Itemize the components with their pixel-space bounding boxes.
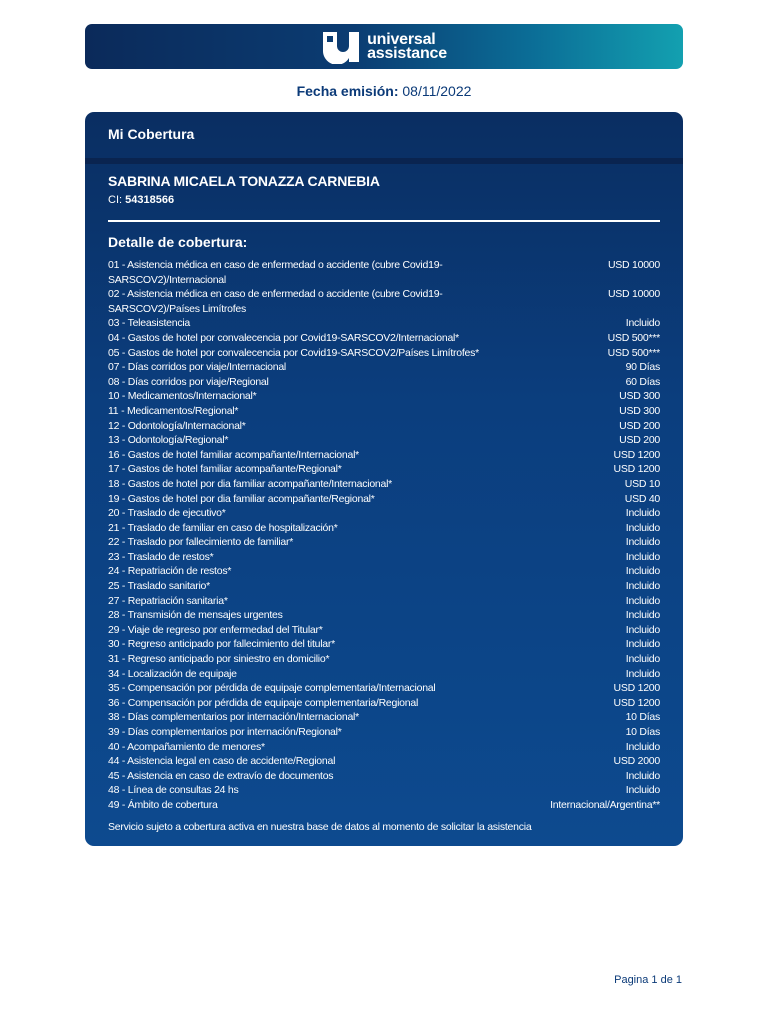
coverage-item-label: 34 - Localización de equipaje bbox=[108, 667, 237, 680]
coverage-item-label: 08 - Días corridos por viaje/Regional bbox=[108, 375, 269, 388]
coverage-item bbox=[108, 579, 660, 594]
coverage-item-value: USD 40 bbox=[624, 492, 660, 505]
coverage-item bbox=[108, 725, 660, 740]
coverage-item-label: 16 - Gastos de hotel familiar acompañante/Internacional* bbox=[108, 448, 359, 461]
coverage-item-label: 19 - Gastos de hotel por dia familiar acompañante/Regional* bbox=[108, 492, 375, 505]
coverage-item bbox=[108, 710, 660, 725]
coverage-item bbox=[108, 637, 660, 652]
coverage-item bbox=[108, 521, 660, 536]
coverage-item bbox=[108, 608, 660, 623]
coverage-footnote: Servicio sujeto a cobertura activa en nuestra base de datos al momento de solicitar la asistencia bbox=[108, 821, 532, 833]
coverage-item-label: 29 - Viaje de regreso por enfermedad del Titular* bbox=[108, 623, 323, 636]
brand-logo-icon bbox=[321, 30, 361, 64]
coverage-item-label: 20 - Traslado de ejecutivo* bbox=[108, 507, 226, 520]
coverage-item bbox=[108, 433, 660, 448]
coverage-item-value: Incluido bbox=[625, 580, 660, 593]
detail-title: Detalle de cobertura: bbox=[108, 234, 248, 250]
coverage-item-value: USD 10000 bbox=[607, 288, 660, 301]
coverage-item-value: USD 1200 bbox=[613, 682, 660, 695]
coverage-item-label: 05 - Gastos de hotel por convalecencia por Covid19-SARSCOV2/Países Limítrofes* bbox=[108, 346, 479, 359]
coverage-item-value: USD 1200 bbox=[613, 696, 660, 709]
coverage-item-label: 38 - Días complementarios por internación/Internacional* bbox=[108, 711, 359, 724]
coverage-item-value: USD 300 bbox=[619, 390, 660, 403]
coverage-item-label: 25 - Traslado sanitario* bbox=[108, 580, 210, 593]
coverage-item bbox=[108, 564, 660, 579]
coverage-item bbox=[108, 477, 660, 492]
coverage-item-value: USD 1200 bbox=[613, 463, 660, 476]
issue-date bbox=[0, 83, 768, 99]
coverage-item-label: 10 - Medicamentos/Internacional* bbox=[108, 390, 257, 403]
coverage-item bbox=[108, 681, 660, 696]
brand-line-1: universal bbox=[367, 30, 436, 48]
coverage-item-value: USD 200 bbox=[619, 419, 660, 432]
coverage-item-label: 27 - Repatriación sanitaria* bbox=[108, 594, 228, 607]
coverage-item-value: Incluido bbox=[625, 550, 660, 563]
coverage-item-label: 13 - Odontología/Regional* bbox=[108, 434, 229, 447]
coverage-item bbox=[108, 506, 660, 521]
coverage-item-label: 03 - Teleasistencia bbox=[108, 317, 191, 330]
coverage-item bbox=[108, 667, 660, 682]
section-divider bbox=[108, 220, 660, 222]
holder-id-number: 54318566 bbox=[125, 194, 175, 206]
coverage-item bbox=[108, 535, 660, 550]
coverage-item bbox=[108, 594, 660, 609]
coverage-item-value: Incluido bbox=[625, 638, 660, 651]
coverage-item-label: 28 - Transmisión de mensajes urgentes bbox=[108, 609, 283, 622]
coverage-item-label: 35 - Compensación por pérdida de equipaje complementaria/Internacional bbox=[108, 682, 436, 695]
coverage-item-label: 49 - Ámbito de cobertura bbox=[108, 798, 218, 811]
coverage-item-label: 11 - Medicamentos/Regional* bbox=[108, 404, 239, 417]
coverage-item bbox=[108, 448, 660, 463]
coverage-item-label: 31 - Regreso anticipado por siniestro en domicilio* bbox=[108, 653, 330, 666]
coverage-item bbox=[108, 419, 660, 434]
coverage-item-label: 23 - Traslado de restos* bbox=[108, 550, 214, 563]
coverage-item-value: 60 Días bbox=[625, 375, 660, 388]
issue-date-value: 08/11/2022 bbox=[402, 83, 472, 99]
coverage-item bbox=[108, 740, 660, 755]
coverage-item-value: Incluido bbox=[625, 784, 660, 797]
coverage-item-label: 44 - Asistencia legal en caso de accidente/Regional bbox=[108, 755, 336, 768]
coverage-item-value: Incluido bbox=[625, 536, 660, 549]
coverage-item-label: 17 - Gastos de hotel familiar acompañante/Regional* bbox=[108, 463, 342, 476]
page-number: Pagina 1 de 1 bbox=[614, 974, 682, 986]
coverage-item-value: USD 10000 bbox=[607, 259, 660, 271]
coverage-item bbox=[108, 331, 660, 346]
coverage-item-label: 39 - Días complementarios por internación/Regional* bbox=[108, 726, 342, 738]
coverage-item bbox=[108, 798, 660, 813]
coverage-item-value: Incluido bbox=[625, 565, 660, 578]
coverage-item-value: USD 500*** bbox=[607, 346, 660, 359]
coverage-item-label: 18 - Gastos de hotel por dia familiar acompañante/Internacional* bbox=[108, 477, 393, 490]
coverage-item bbox=[108, 287, 660, 316]
coverage-item bbox=[108, 623, 660, 638]
coverage-item bbox=[108, 316, 660, 331]
coverage-item bbox=[108, 652, 660, 667]
coverage-item-label: 45 - Asistencia en caso de extravío de documentos bbox=[108, 769, 334, 782]
coverage-item-value: Incluido bbox=[625, 667, 660, 680]
coverage-item bbox=[108, 404, 660, 419]
card-title: Mi Cobertura bbox=[108, 126, 195, 142]
coverage-item bbox=[108, 783, 660, 798]
coverage-card bbox=[85, 112, 683, 846]
issue-date-label: Fecha emisión: bbox=[296, 83, 399, 99]
coverage-item-value: USD 500*** bbox=[607, 331, 660, 344]
coverage-item bbox=[108, 769, 660, 784]
coverage-item-label: 30 - Regreso anticipado por fallecimiento del titular* bbox=[108, 638, 335, 651]
coverage-item-label: 07 - Días corridos por viaje/Internacional bbox=[108, 361, 287, 374]
coverage-item-value: 10 Días bbox=[625, 726, 660, 738]
coverage-item bbox=[108, 258, 660, 287]
coverage-item bbox=[108, 696, 660, 711]
brand-name bbox=[367, 30, 447, 62]
holder-id bbox=[108, 194, 174, 206]
coverage-item-label: 02 - Asistencia médica en caso de enfermedad o accidente (cubre Covid19-SARSCOV2)/Países Limítrofes bbox=[108, 288, 443, 315]
coverage-item-value: Incluido bbox=[625, 609, 660, 622]
coverage-item-label: 04 - Gastos de hotel por convalecencia por Covid19-SARSCOV2/Internacional* bbox=[108, 331, 459, 344]
coverage-item-label: 21 - Traslado de familiar en caso de hospitalización* bbox=[108, 521, 338, 534]
coverage-item bbox=[108, 492, 660, 507]
header-banner bbox=[85, 24, 683, 69]
coverage-item-value: Internacional/Argentina** bbox=[550, 798, 660, 811]
coverage-item bbox=[108, 462, 660, 477]
coverage-item-value: Incluido bbox=[625, 623, 660, 636]
brand-line-2: assistance bbox=[367, 44, 447, 62]
coverage-item-label: 22 - Traslado por fallecimiento de familiar* bbox=[108, 536, 294, 549]
card-divider bbox=[85, 158, 683, 164]
coverage-item bbox=[108, 550, 660, 565]
holder-id-label: CI: bbox=[108, 194, 123, 206]
coverage-item-value: Incluido bbox=[625, 653, 660, 666]
brand-logo bbox=[321, 30, 447, 64]
coverage-item-label: 48 - Línea de consultas 24 hs bbox=[108, 784, 239, 797]
coverage-item-label: 36 - Compensación por pérdida de equipaje complementaria/Regional bbox=[108, 696, 419, 709]
coverage-item bbox=[108, 375, 660, 390]
coverage-item-value: Incluido bbox=[625, 521, 660, 534]
coverage-item-value: Incluido bbox=[625, 317, 660, 330]
coverage-item-label: 24 - Repatriación de restos* bbox=[108, 565, 232, 578]
coverage-item-label: 01 - Asistencia médica en caso de enfermedad o accidente (cubre Covid19-SARSCOV2)/Internacional bbox=[108, 259, 443, 286]
coverage-item-value: USD 300 bbox=[619, 404, 660, 417]
coverage-item bbox=[108, 346, 660, 361]
coverage-list bbox=[108, 258, 660, 813]
coverage-item-value: USD 1200 bbox=[613, 448, 660, 461]
coverage-item-value: Incluido bbox=[625, 507, 660, 520]
coverage-item bbox=[108, 754, 660, 769]
coverage-item-value: 90 Días bbox=[625, 361, 660, 374]
coverage-item-value: USD 200 bbox=[619, 434, 660, 447]
coverage-item-value: USD 10 bbox=[624, 477, 660, 490]
coverage-item-label: 40 - Acompañamiento de menores* bbox=[108, 740, 265, 753]
coverage-item-value: Incluido bbox=[625, 769, 660, 782]
coverage-item-label: 12 - Odontología/Internacional* bbox=[108, 419, 246, 432]
coverage-item bbox=[108, 389, 660, 404]
coverage-item-value: Incluido bbox=[625, 740, 660, 753]
coverage-item-value: 10 Días bbox=[625, 711, 660, 724]
coverage-item-value: USD 2000 bbox=[613, 755, 660, 768]
holder-name: SABRINA MICAELA TONAZZA CARNEBIA bbox=[108, 173, 380, 189]
coverage-item bbox=[108, 360, 660, 375]
coverage-item-value: Incluido bbox=[625, 594, 660, 607]
